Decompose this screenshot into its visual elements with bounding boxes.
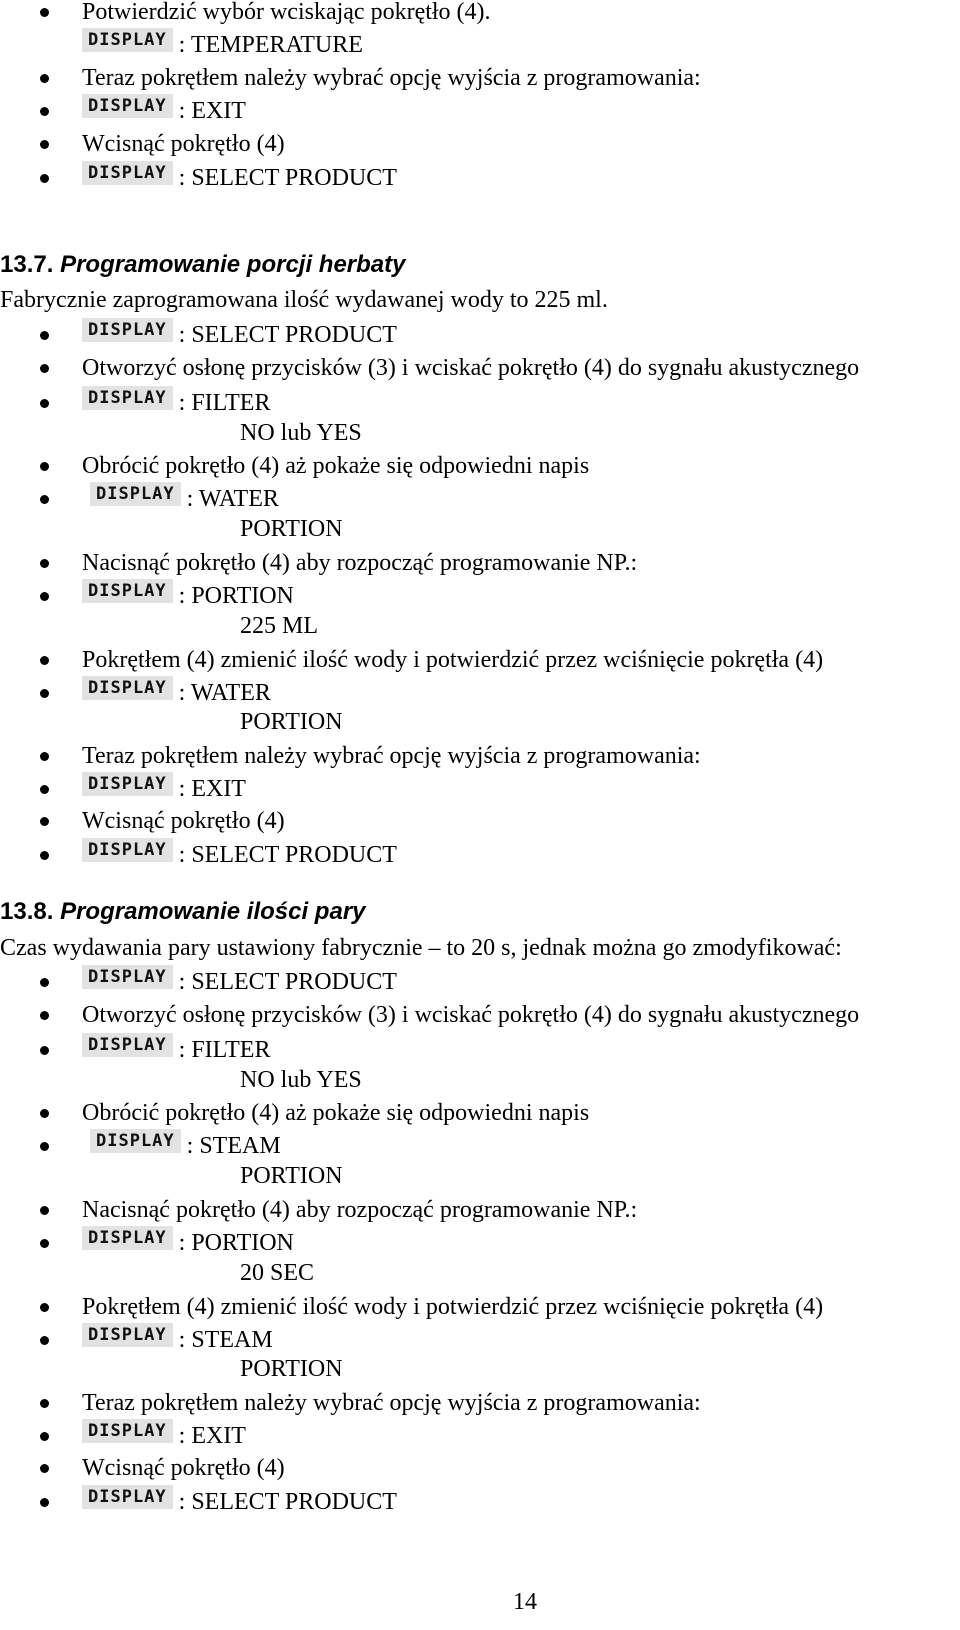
bullet-icon	[40, 851, 49, 860]
bullet-icon	[40, 1109, 49, 1118]
section-heading	[0, 897, 366, 927]
bullet-icon	[40, 107, 49, 116]
display-value: : PORTION	[178, 1230, 294, 1256]
display-label: DISPLAY	[82, 1323, 173, 1347]
display-value: : EXIT	[178, 776, 246, 802]
instruction-text: Obrócić pokrętło (4) aż pokaże się odpowiedni napis	[82, 1100, 590, 1126]
section-number: 13.7.	[0, 251, 54, 278]
instruction-text: Potwierdzić wybór wciskając pokrętło (4).	[82, 0, 491, 25]
instruction-text: Otworzyć osłonę przycisków (3) i wciskać pokrętło (4) do sygnału akustycznego	[82, 1002, 860, 1028]
bullet-icon	[40, 1464, 49, 1473]
instruction-text: Pokrętłem (4) zmienić ilość wody i potwierdzić przez wciśnięcie pokrętła (4)	[82, 647, 824, 673]
instruction-text: Nacisnąć pokrętło (4) aby rozpocząć programowanie NP.:	[82, 1197, 638, 1223]
bullet-icon	[40, 462, 49, 471]
display-value: : FILTER	[178, 1037, 271, 1063]
display-label: DISPLAY	[82, 1485, 173, 1509]
section-heading	[0, 250, 405, 280]
bullet-icon	[40, 817, 49, 826]
bullet-icon	[40, 1432, 49, 1441]
display-value: : PORTION	[178, 583, 294, 609]
display-label: DISPLAY	[82, 318, 173, 342]
display-label: DISPLAY	[82, 1033, 173, 1057]
display-value: : SELECT PRODUCT	[178, 322, 397, 348]
display-label: DISPLAY	[82, 579, 173, 603]
display-value-line2: 225 ML	[240, 613, 318, 639]
display-value: : SELECT PRODUCT	[178, 969, 397, 995]
display-value: : STEAM	[178, 1327, 273, 1353]
bullet-icon	[40, 8, 49, 17]
section-title: Programowanie porcji herbaty	[60, 251, 406, 278]
bullet-icon	[40, 1336, 49, 1345]
bullet-icon	[40, 978, 49, 987]
bullet-icon	[40, 495, 49, 504]
section-number: 13.8.	[0, 898, 54, 925]
display-label: DISPLAY	[82, 386, 173, 410]
instruction-text: Otworzyć osłonę przycisków (3) i wciskać pokrętło (4) do sygnału akustycznego	[82, 355, 860, 381]
display-value-line2: PORTION	[240, 709, 343, 735]
display-value: : SELECT PRODUCT	[178, 165, 397, 191]
section-intro: Fabrycznie zaprogramowana ilość wydawanej wody to 225 ml.	[0, 287, 608, 313]
bullet-icon	[40, 174, 49, 183]
instruction-text: Obrócić pokrętło (4) aż pokaże się odpowiedni napis	[82, 453, 590, 479]
bullet-icon	[40, 331, 49, 340]
instruction-text: Teraz pokrętłem należy wybrać opcję wyjścia z programowania:	[82, 743, 701, 769]
bullet-icon	[40, 140, 49, 149]
display-value: : SELECT PRODUCT	[178, 1489, 397, 1515]
instruction-text: Nacisnąć pokrętło (4) aby rozpocząć programowanie NP.:	[82, 550, 638, 576]
instruction-text: Wcisnąć pokrętło (4)	[82, 808, 285, 834]
instruction-text: Teraz pokrętłem należy wybrać opcję wyjścia z programowania:	[82, 65, 701, 91]
display-label: DISPLAY	[82, 838, 173, 862]
bullet-icon	[40, 1239, 49, 1248]
display-label: DISPLAY	[82, 676, 173, 700]
display-value: : STEAM	[186, 1133, 281, 1159]
display-value-line2: PORTION	[240, 1163, 343, 1189]
display-value: : EXIT	[178, 1423, 246, 1449]
bullet-icon	[40, 689, 49, 698]
bullet-icon	[40, 656, 49, 665]
bullet-icon	[40, 785, 49, 794]
instruction-text: Teraz pokrętłem należy wybrać opcję wyjścia z programowania:	[82, 1390, 701, 1416]
display-value: : EXIT	[178, 98, 246, 124]
display-value: : FILTER	[178, 390, 271, 416]
bullet-icon	[40, 1011, 49, 1020]
bullet-icon	[40, 1303, 49, 1312]
display-value: : SELECT PRODUCT	[178, 842, 397, 868]
section-title: Programowanie ilości pary	[60, 898, 366, 925]
bullet-icon	[40, 559, 49, 568]
display-label: DISPLAY	[90, 1129, 181, 1153]
display-value: : TEMPERATURE	[178, 32, 363, 58]
instruction-text: Wcisnąć pokrętło (4)	[82, 131, 285, 157]
display-value-line2: NO lub YES	[240, 420, 362, 446]
display-value-line2: PORTION	[240, 1356, 343, 1382]
instruction-text: Pokrętłem (4) zmienić ilość wody i potwierdzić przez wciśnięcie pokrętła (4)	[82, 1294, 824, 1320]
bullet-icon	[40, 1498, 49, 1507]
display-label: DISPLAY	[90, 482, 181, 506]
display-value-line2: NO lub YES	[240, 1067, 362, 1093]
bullet-icon	[40, 1399, 49, 1408]
display-value: : WATER	[186, 486, 279, 512]
bullet-icon	[40, 1206, 49, 1215]
bullet-icon	[40, 752, 49, 761]
display-value-line2: PORTION	[240, 516, 343, 542]
bullet-icon	[40, 399, 49, 408]
section-intro: Czas wydawania pary ustawiony fabrycznie – to 20 s, jednak można go zmodyfikować:	[0, 935, 842, 961]
display-value: : WATER	[178, 680, 271, 706]
display-value-line2: 20 SEC	[240, 1260, 315, 1286]
bullet-icon	[40, 1142, 49, 1151]
display-label: DISPLAY	[82, 161, 173, 185]
bullet-icon	[40, 74, 49, 83]
bullet-icon	[40, 364, 49, 373]
display-label: DISPLAY	[82, 965, 173, 989]
display-label: DISPLAY	[82, 94, 173, 118]
page-number: 14	[513, 1589, 537, 1615]
display-label: DISPLAY	[82, 1226, 173, 1250]
display-label: DISPLAY	[82, 1419, 173, 1443]
bullet-icon	[40, 1046, 49, 1055]
display-label: DISPLAY	[82, 28, 173, 52]
instruction-text: Wcisnąć pokrętło (4)	[82, 1455, 285, 1481]
bullet-icon	[40, 592, 49, 601]
display-label: DISPLAY	[82, 772, 173, 796]
